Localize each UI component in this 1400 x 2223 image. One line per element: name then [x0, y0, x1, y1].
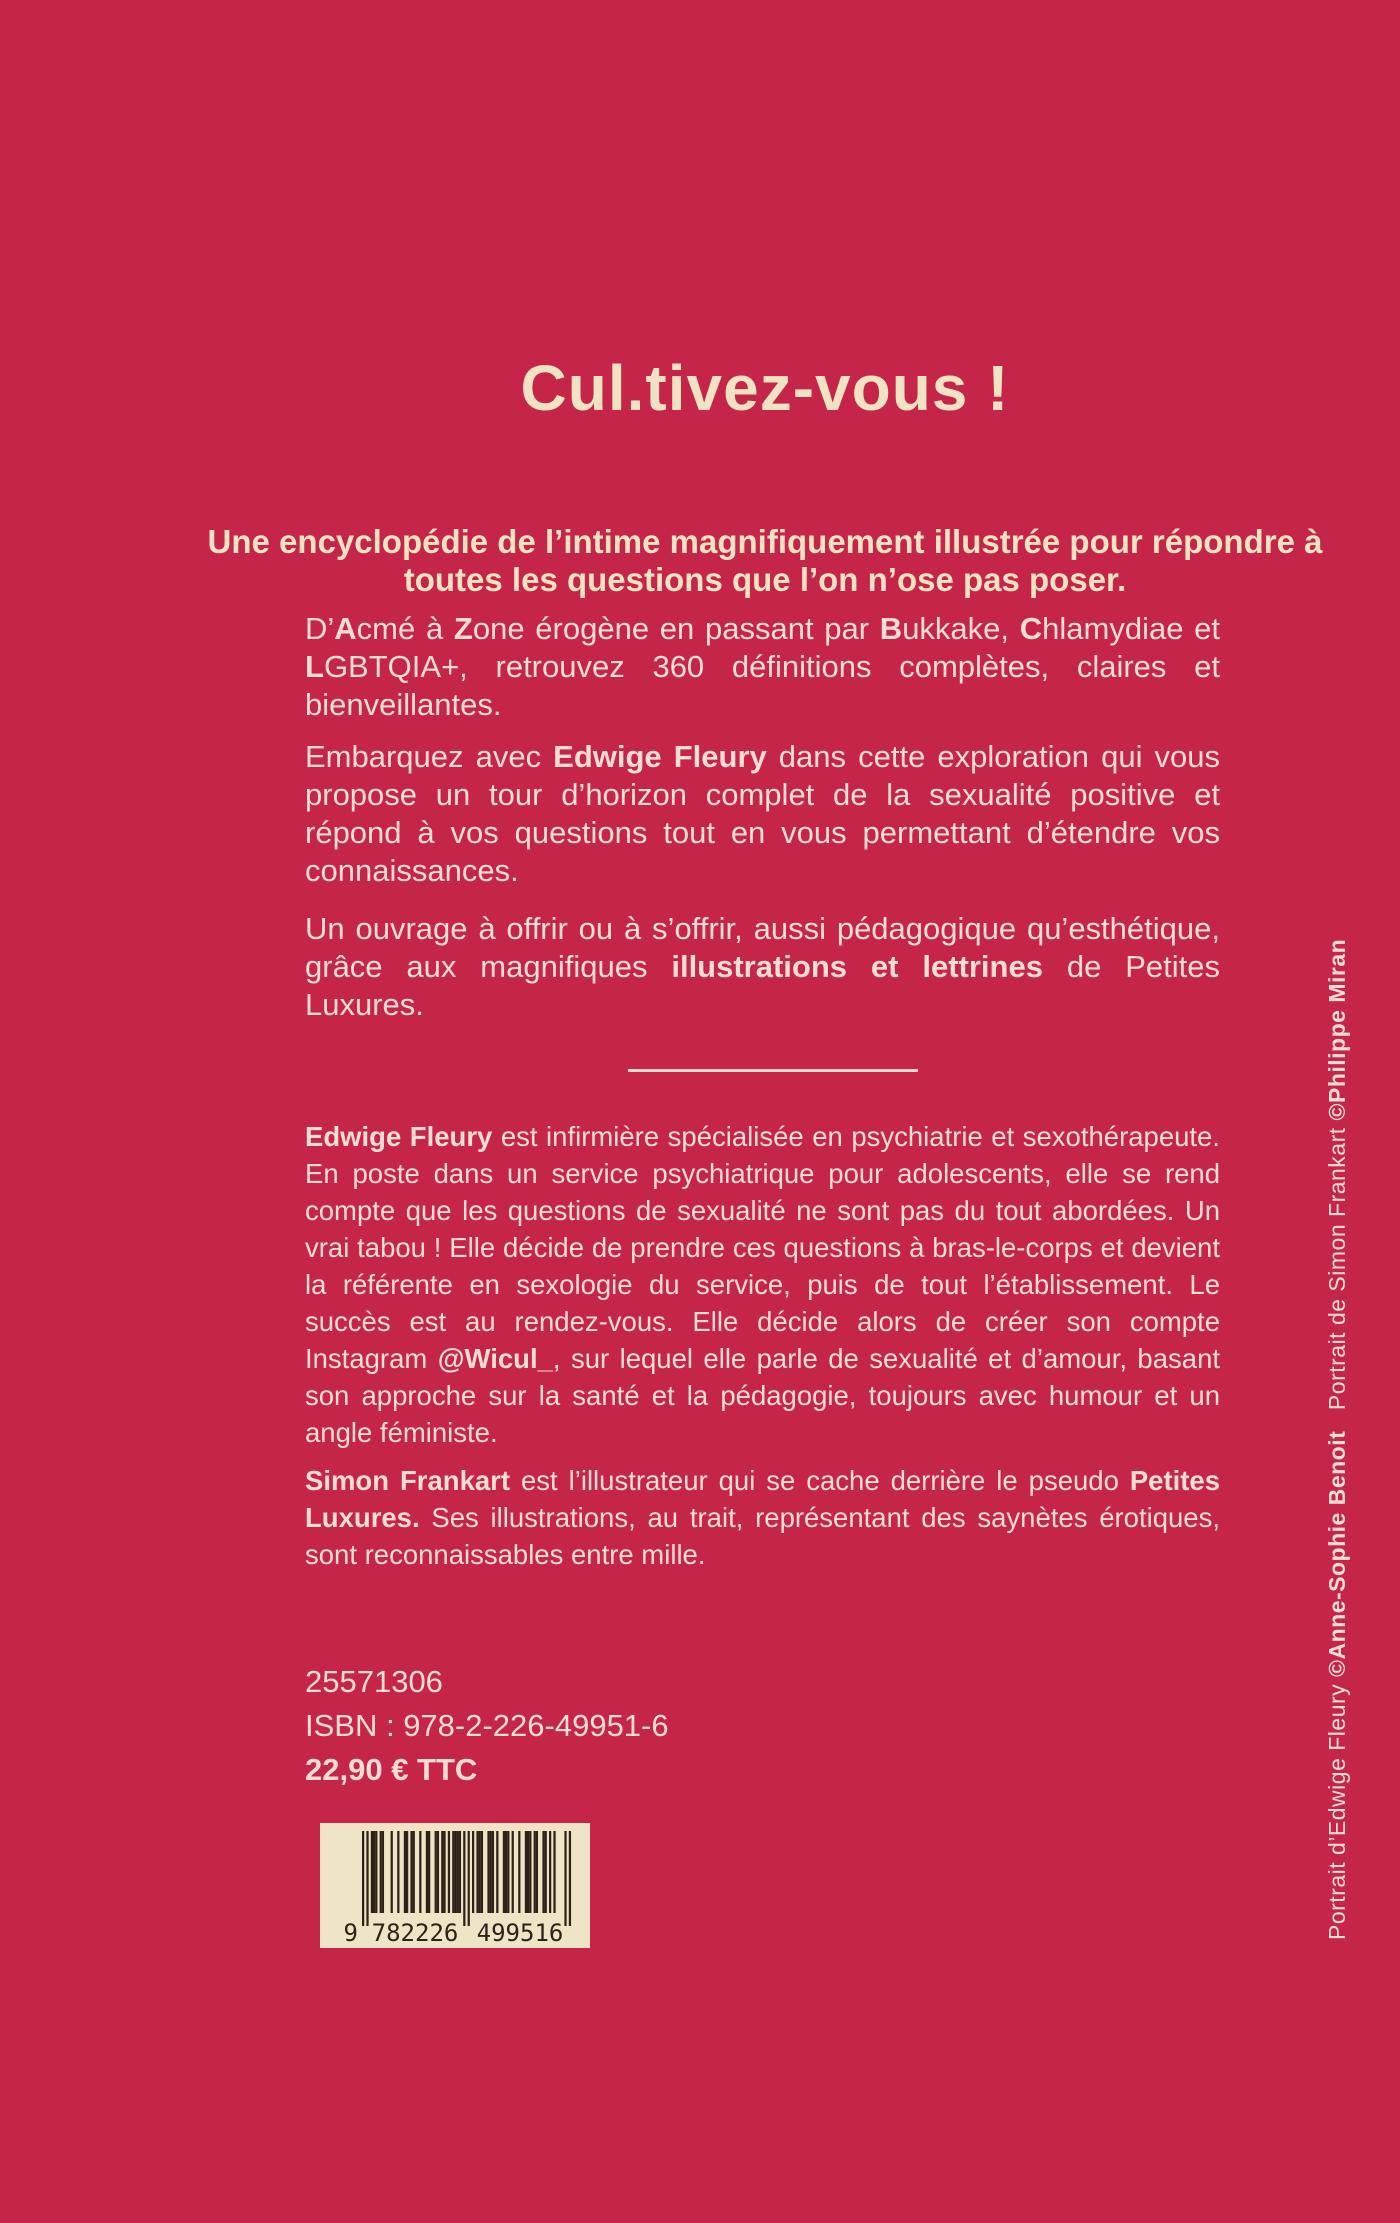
barcode	[320, 1823, 590, 1948]
isbn: ISBN : 978-2-226-49951-6	[305, 1708, 669, 1743]
paragraph-definitions	[305, 610, 1220, 724]
bio-simon-frankart	[305, 1462, 1220, 1573]
text-segment: hlamydiae et	[1042, 611, 1221, 646]
bold-text-segment: ©Philippe Miran	[1324, 938, 1350, 1121]
bold-text-segment: Z	[453, 611, 473, 646]
bold-text-segment: C	[1019, 611, 1043, 646]
bio-edwige-fleury	[305, 1118, 1220, 1451]
text-segment: dans cette exploration qui vous propose un tour d’horizon complet de la sexualité positive et répond à vos questions tout en vous permettant d’étendre vos connaissances.	[305, 739, 1220, 888]
paragraph-exploration	[305, 738, 1220, 890]
bold-text-segment: @Wicul_	[437, 1343, 553, 1374]
text-segment: Ses illustrations, au trait, représentant des saynètes érotiques, sont reconnaissables entre mille.	[305, 1502, 1220, 1570]
price: 22,90 € TTC	[305, 1752, 478, 1787]
barcode-digits: 499516	[476, 1919, 564, 1947]
photo-credits-vertical	[1322, 938, 1352, 1940]
text-segment: cmé à	[356, 611, 454, 646]
section-divider	[628, 1069, 918, 1072]
text-segment: ukkake,	[902, 611, 1020, 646]
text-segment: est infirmière spécialisée en psychiatrie et sexothérapeute. En poste dans un service psychiatrique pour adolescents, elle se rend compte que les questions de sexualité ne sont pas du tout abordées. Un vrai tabou ! Elle décide de prendre ces questions à bras-le-corps et devient la référente en sexologie du service, puis de tout l’établissement. Le succès est au rendez-vous. Elle décide alors de créer son compte Instagram	[305, 1121, 1220, 1374]
bold-text-segment: B	[879, 611, 903, 646]
bold-text-segment: ©Anne-Sophie Benoit	[1324, 1430, 1350, 1677]
bold-text-segment: Edwige Fleury	[553, 739, 767, 774]
intro-tagline: Une encyclopédie de l’intime magnifiquement illustrée pour répondre à toutes les questions que l’on n’ose pas poser.	[207, 523, 1323, 598]
text-segment: D’	[305, 611, 335, 646]
text-segment: , sur lequel elle parle de sexualité et d’amour, basant son approche sur la santé et la pédagogie, toujours avec humour et un angle féministe.	[305, 1343, 1220, 1448]
text-segment: Un ouvrage à offrir ou à s’offrir, aussi pédagogique qu’esthétique, grâce aux magnifiques	[305, 911, 1220, 984]
book-title: Cul.tivez-vous !	[520, 351, 1010, 424]
product-code: 25571306	[305, 1664, 443, 1699]
text-segment: est l’illustrateur qui se cache derrière le pseudo	[510, 1465, 1130, 1496]
paragraph-ouvrage	[305, 910, 1220, 1024]
bold-text-segment: Petites Luxures.	[305, 1465, 1221, 1533]
text-segment: GBTQIA+, retrouvez 360 définitions complètes, claires et bienveillantes.	[305, 649, 1220, 722]
barcode-digits: 9	[343, 1919, 358, 1947]
text-segment: de Petites Luxures.	[305, 949, 1220, 1022]
bold-text-segment: illustrations et lettrines	[671, 949, 1043, 984]
text-segment: Portrait d’Edwige Fleury	[1324, 1676, 1350, 1940]
bold-text-segment: L	[305, 649, 324, 684]
text-segment	[1324, 1410, 1350, 1431]
text-segment: Portrait de Simon Frankart	[1324, 1120, 1350, 1411]
codes-block	[305, 1660, 669, 1792]
bold-text-segment: Edwige Fleury	[305, 1121, 493, 1152]
barcode-svg	[320, 1823, 590, 1948]
bold-text-segment: Simon Frankart	[305, 1465, 511, 1496]
description-column	[305, 610, 1220, 1573]
text-segment: one érogène en passant par	[472, 611, 880, 646]
bold-text-segment: A	[334, 611, 357, 646]
barcode-digits: 782226	[371, 1919, 459, 1947]
text-segment: Embarquez avec	[305, 739, 554, 774]
